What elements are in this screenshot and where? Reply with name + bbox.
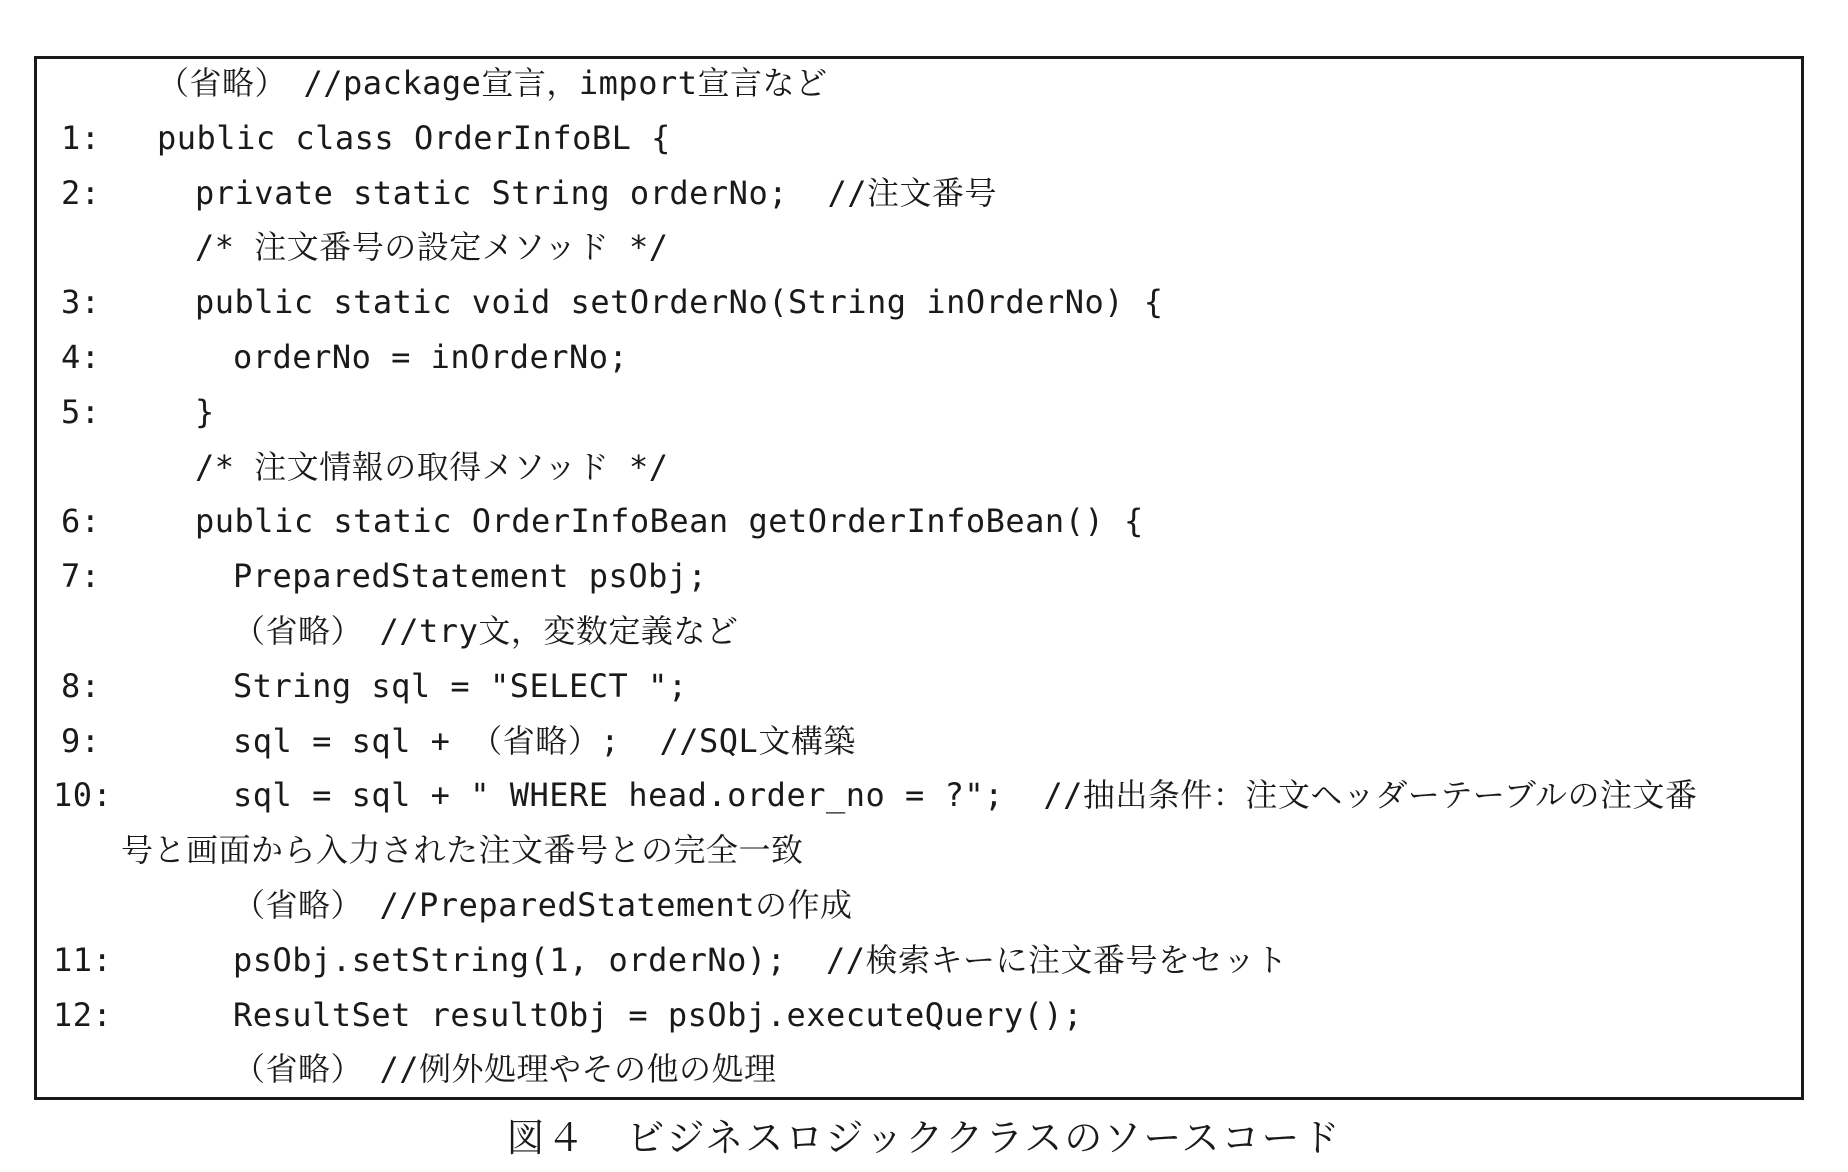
- line-number: 4:: [61, 338, 101, 376]
- code-line: [37, 611, 1797, 655]
- code-text: public class OrderInfoBL {: [157, 118, 671, 157]
- code-line: [37, 830, 1797, 874]
- code-text: sql = sql + " WHERE head.order_no = ?"; //抽出条件：注文ヘッダーテーブルの注文番: [233, 776, 1698, 815]
- code-line: [37, 940, 1797, 984]
- code-text: PreparedStatement psObj;: [233, 557, 708, 596]
- code-text: sql = sql + （省略）; //SQL文構築: [233, 721, 856, 760]
- code-line: [37, 337, 1797, 381]
- code-line: [37, 721, 1797, 765]
- code-text: （省略） //package宣言，import宣言など: [157, 64, 828, 102]
- code-text: （省略） //例外処理やその他の処理: [233, 1050, 777, 1089]
- code-text: String sql = "SELECT ";: [233, 666, 688, 705]
- line-number: 7:: [61, 557, 101, 596]
- code-text: /* 注文情報の取得メソッド */: [195, 447, 669, 486]
- line-number: 3:: [61, 283, 101, 322]
- code-text: psObj.setString(1, orderNo); //検索キーに注文番号をセット: [233, 940, 1289, 979]
- code-text: （省略） //try文，変数定義など: [233, 612, 739, 650]
- line-number: 11:: [53, 940, 113, 979]
- code-line: [37, 227, 1797, 271]
- code-text: }: [195, 392, 215, 431]
- code-line: [37, 775, 1797, 819]
- code-line: [37, 1049, 1797, 1093]
- figure-caption: 図４ ビジネスロジッククラスのソースコード: [506, 1116, 1342, 1160]
- code-line: [37, 556, 1797, 600]
- line-number: 1:: [61, 118, 101, 157]
- code-line: [37, 173, 1797, 217]
- line-number: 9:: [61, 721, 101, 760]
- code-line: [37, 666, 1797, 710]
- code-line: [37, 63, 1797, 107]
- code-text: orderNo = inOrderNo;: [233, 338, 629, 376]
- source-code-box: [34, 56, 1804, 1100]
- line-number: 2:: [61, 173, 101, 212]
- code-line: [37, 392, 1797, 436]
- code-line: [37, 282, 1797, 326]
- code-text: /* 注文番号の設定メソッド */: [195, 228, 669, 267]
- code-text: ResultSet resultObj = psObj.executeQuery();: [233, 995, 1083, 1034]
- code-text: private static String orderNo; //注文番号: [195, 173, 998, 212]
- code-text: 号と画面から入力された注文番号との完全一致: [121, 831, 804, 870]
- code-text: public static void setOrderNo(String inOrderNo) {: [195, 283, 1164, 322]
- code-line: [37, 501, 1797, 545]
- code-line: [37, 447, 1797, 491]
- code-line: [37, 885, 1797, 929]
- code-line: [37, 118, 1797, 162]
- code-text: public static OrderInfoBean getOrderInfoBean() {: [195, 502, 1144, 541]
- code-text: （省略） //PreparedStatementの作成: [233, 886, 853, 924]
- line-number: 12:: [53, 995, 113, 1034]
- line-number: 8:: [61, 666, 101, 705]
- line-number: 10:: [53, 776, 113, 815]
- line-number: 6:: [61, 502, 101, 541]
- line-number: 5:: [61, 392, 101, 431]
- code-line: [37, 995, 1797, 1039]
